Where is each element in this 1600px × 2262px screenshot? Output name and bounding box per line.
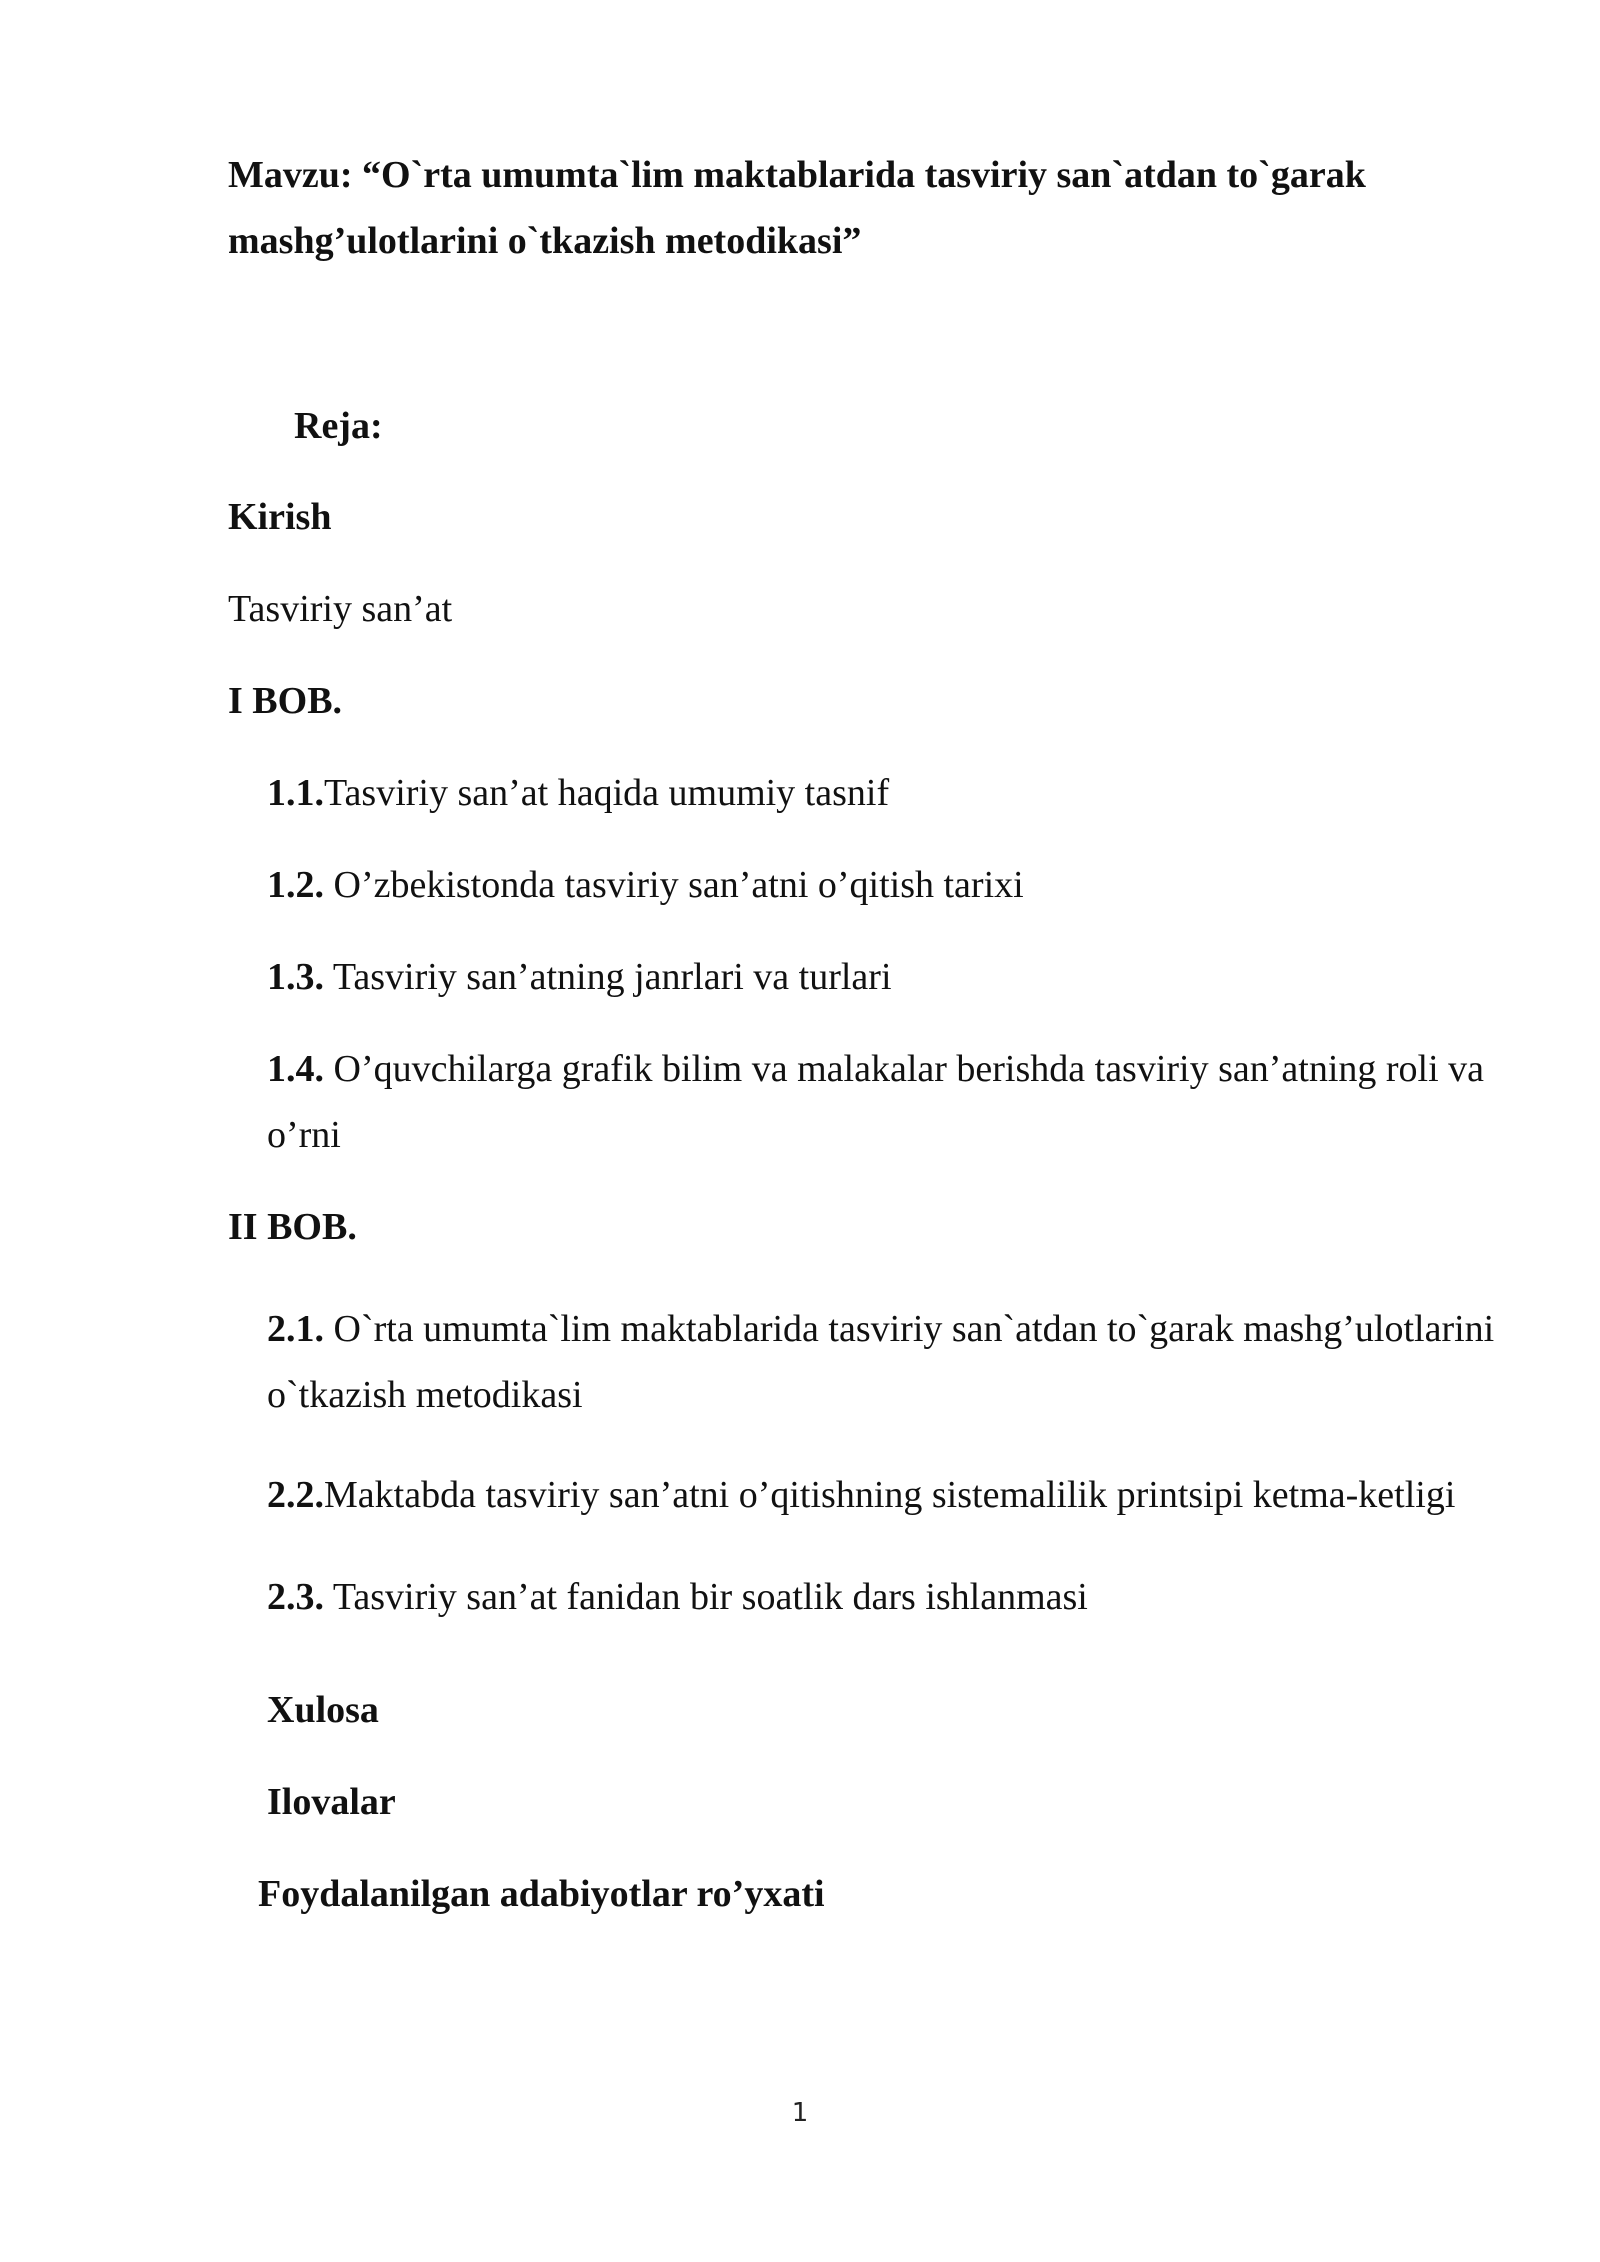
toc-item-text: Tasviriy san’atning janrlari va turlari: [324, 956, 892, 998]
toc-item-number: 1.4.: [267, 1048, 324, 1090]
toc-item-text: O’quvchilarga grafik bilim va malakalar berishda tasviriy san’atning roli va o’rni: [267, 1048, 1485, 1156]
plan-heading: Reja:: [294, 405, 383, 447]
intro-heading: Kirish: [228, 496, 332, 538]
toc-item-number: 2.1.: [267, 1308, 324, 1350]
toc-item-number: 2.2.: [267, 1474, 324, 1516]
toc-item-text: O`rta umumta`lim maktablarida tasviriy san`atdan to`garak mashg’ulotlarini o`tkazish metodikasi: [267, 1308, 1495, 1416]
page-number: 1: [791, 2098, 809, 2128]
chapter-1-heading: I BOB.: [228, 680, 343, 722]
toc-item-number: 2.3.: [267, 1576, 324, 1618]
toc-item-text: O’zbekistonda tasviriy san’atni o’qitish tarixi: [324, 864, 1024, 906]
conclusion-heading: Xulosa: [267, 1689, 379, 1731]
toc-item-1-2: [267, 852, 1024, 918]
intro-subtitle: Tasviriy san’at: [228, 588, 453, 630]
toc-item-number: 1.2.: [267, 864, 324, 906]
chapter-2-heading: II BOB.: [228, 1206, 357, 1248]
toc-item-2-1: [267, 1296, 1507, 1428]
toc-item-1-3: [267, 944, 892, 1010]
toc-item-number: 1.3.: [267, 956, 324, 998]
toc-item-text: Tasviriy san’at fanidan bir soatlik dars ishlanmasi: [324, 1576, 1088, 1618]
toc-item-number: 1.1.: [267, 772, 324, 814]
toc-item-1-1: [267, 760, 889, 826]
toc-item-1-4: [267, 1036, 1507, 1168]
toc-item-2-3: [267, 1564, 1088, 1630]
toc-item-text: Maktabda tasviriy san’atni o’qitishning sistemalilik printsipi ketma-ketligi: [324, 1474, 1456, 1516]
references-heading: Foydalanilgan adabiyotlar ro’yxati: [258, 1873, 825, 1915]
toc-item-text: Tasviriy san’at haqida umumiy tasnif: [324, 772, 890, 814]
document-title: Mavzu: “O`rta umumta`lim maktablarida tasviriy san`atdan to`garak mashg’ulotlarini o`tkazish metodikasi”: [228, 154, 1366, 262]
appendix-heading: Ilovalar: [267, 1781, 396, 1823]
toc-item-2-2: [267, 1462, 1455, 1528]
